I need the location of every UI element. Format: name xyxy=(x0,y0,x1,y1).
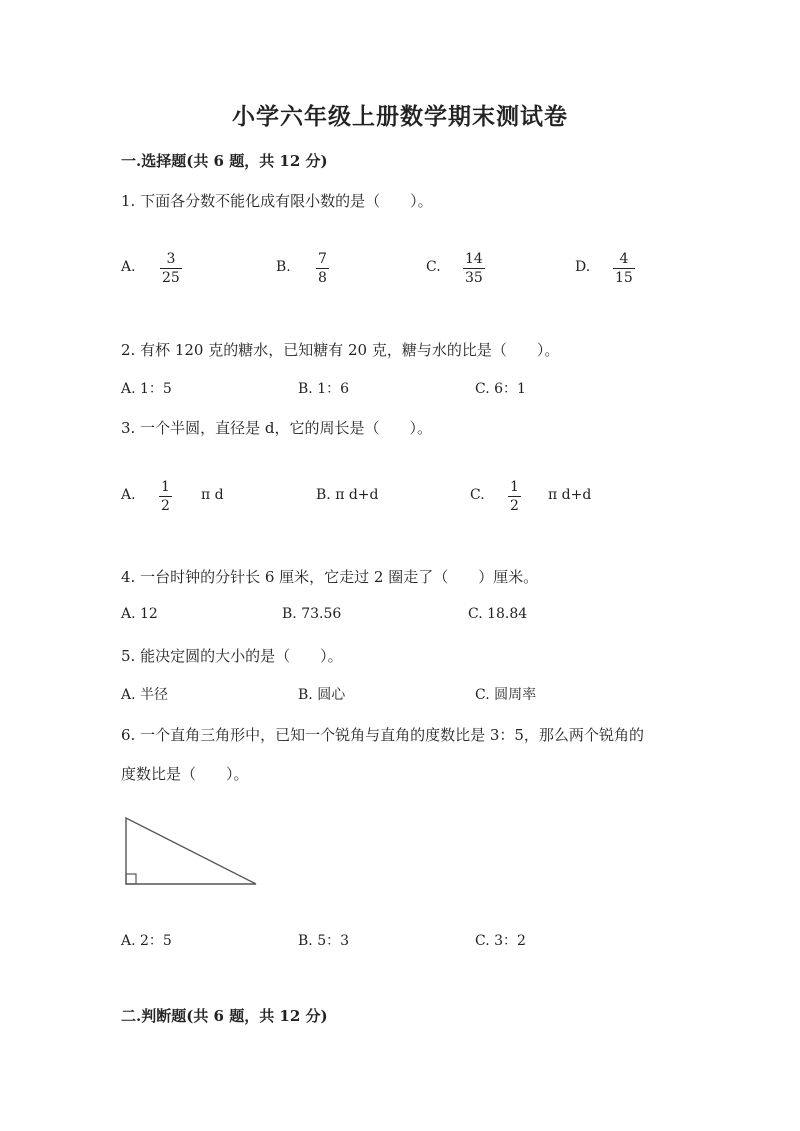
q6-option-c: C. 3：2 xyxy=(475,933,526,949)
right-triangle-diagram xyxy=(120,812,265,890)
q1-option-d-fraction xyxy=(613,251,635,286)
fraction-denominator: 25 xyxy=(162,270,180,286)
q1-option-c-label: C. xyxy=(426,259,441,275)
q1-option-d-label: D. xyxy=(575,259,591,275)
triangle-shape xyxy=(126,818,256,884)
fraction-denominator: 15 xyxy=(615,270,633,286)
fraction-denominator: 35 xyxy=(465,270,483,286)
fraction-numerator: 7 xyxy=(318,251,327,267)
q5-option-b: B. 圆心 xyxy=(298,687,346,703)
q3-option-a-fraction xyxy=(159,479,172,514)
fraction-numerator: 3 xyxy=(166,251,176,267)
q1-option-a-label: A. xyxy=(121,259,136,275)
fraction-denominator: 2 xyxy=(510,498,519,514)
q3-option-b: B. π d+d xyxy=(316,487,379,503)
page-title: 小学六年级上册数学期末测试卷 xyxy=(232,103,568,130)
q3-option-c-fraction xyxy=(508,479,521,514)
q1-option-a-fraction xyxy=(160,251,182,286)
question-2-text: 2. 有杯 120 克的糖水，已知糖有 20 克，糖与水的比是（ ）。 xyxy=(121,341,560,359)
fraction-numerator: 4 xyxy=(619,251,629,267)
fraction-bar xyxy=(159,496,172,497)
section-heading-choice: 一.选择题(共 6 题，共 12 分) xyxy=(121,152,328,170)
q4-option-b: B. 73.56 xyxy=(282,606,342,622)
q6-option-b: B. 5：3 xyxy=(298,933,350,949)
q5-option-a: A. 半径 xyxy=(121,687,169,703)
fraction-bar xyxy=(316,268,329,269)
q6-option-a: A. 2：5 xyxy=(121,933,172,949)
q2-option-b: B. 1：6 xyxy=(298,381,350,397)
q3-option-c-label: C. xyxy=(470,487,485,503)
q5-option-c: C. 圆周率 xyxy=(475,687,537,703)
fraction-numerator: 14 xyxy=(465,251,483,267)
q1-option-b-fraction xyxy=(316,251,329,286)
question-4-text: 4. 一台时钟的分针长 6 厘米，它走过 2 圈走了（ ）厘米。 xyxy=(121,568,539,586)
question-5-text: 5. 能决定圆的大小的是（ ）。 xyxy=(121,647,343,665)
q4-option-c: C. 18.84 xyxy=(468,606,528,622)
q2-option-c: C. 6：1 xyxy=(475,381,526,397)
q4-option-a: A. 12 xyxy=(121,606,158,622)
q2-option-a: A. 1：5 xyxy=(121,381,172,397)
question-6-text-line2: 度数比是（ ）。 xyxy=(121,765,249,783)
q3-option-c-suffix: π d+d xyxy=(548,487,592,503)
q1-option-b-label: B. xyxy=(276,259,291,275)
question-3-text: 3. 一个半圆，直径是 d，它的周长是（ ）。 xyxy=(121,419,432,437)
q1-option-c-fraction xyxy=(463,251,485,286)
fraction-numerator: 1 xyxy=(510,479,519,495)
fraction-denominator: 8 xyxy=(318,270,327,286)
fraction-bar xyxy=(613,268,635,269)
q3-option-a-label: A. xyxy=(121,487,136,503)
fraction-denominator: 2 xyxy=(161,498,170,514)
q3-option-a-suffix: π d xyxy=(201,487,224,503)
fraction-numerator: 1 xyxy=(161,479,170,495)
fraction-bar xyxy=(463,268,485,269)
fraction-bar xyxy=(508,496,521,497)
right-angle-marker xyxy=(126,874,136,884)
question-6-text-line1: 6. 一个直角三角形中，已知一个锐角与直角的度数比是 3：5，那么两个锐角的 xyxy=(121,726,644,744)
section-heading-judgment: 二.判断题(共 6 题，共 12 分) xyxy=(121,1007,328,1025)
question-1-text: 1. 下面各分数不能化成有限小数的是（ ）。 xyxy=(121,192,433,210)
fraction-bar xyxy=(160,268,182,269)
